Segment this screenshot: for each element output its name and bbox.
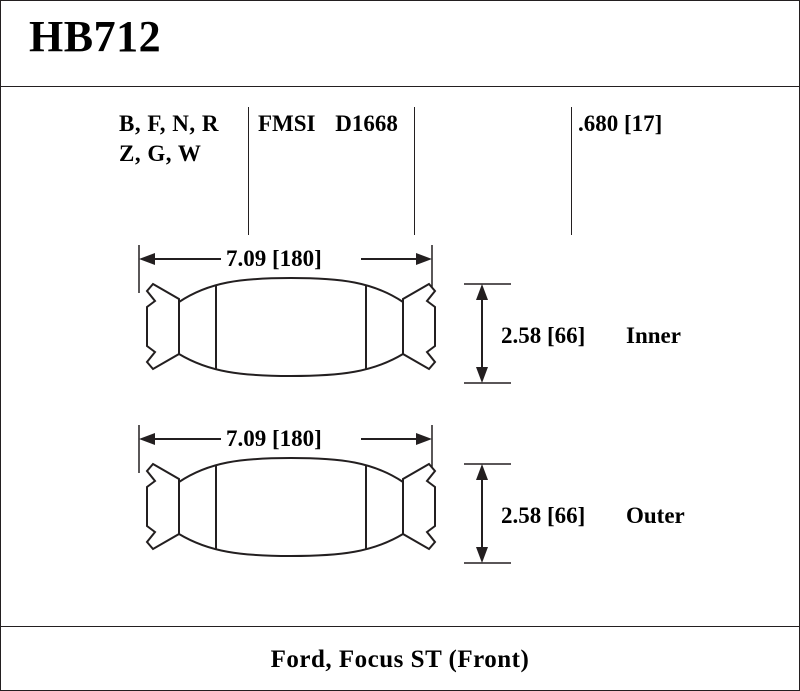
fmsi-right-rule	[414, 139, 415, 235]
compound-codes-line-2: Z, G, W	[119, 141, 202, 166]
fmsi-value: D1668	[335, 111, 398, 136]
compound-codes	[119, 109, 219, 169]
fmsi-label-group	[258, 109, 398, 138]
footer-divider	[1, 626, 799, 627]
inner-pad-width-label: 7.09 [180]	[226, 246, 322, 271]
outer-pad-height-label: 2.58 [66]	[501, 503, 586, 528]
thickness-left-rule	[571, 107, 572, 235]
inner-pad-height-label: 2.58 [66]	[501, 323, 586, 348]
thickness-value: .680 [17]	[578, 111, 663, 136]
vehicle-application: Ford, Focus ST (Front)	[270, 646, 530, 673]
outer-brake-pad-shape	[131, 456, 451, 566]
page-title: HB712	[29, 12, 162, 61]
inner-pad-position-label: Inner	[626, 323, 681, 348]
outer-pad-position-label: Outer	[626, 503, 685, 528]
fmsi-left-rule	[248, 139, 249, 235]
outer-pad-width-label: 7.09 [180]	[226, 426, 322, 451]
fmsi-label: FMSI	[258, 111, 316, 136]
inner-brake-pad-shape	[131, 276, 451, 386]
compound-codes-line-1: B, F, N, R	[119, 111, 219, 136]
header-divider	[1, 86, 799, 87]
